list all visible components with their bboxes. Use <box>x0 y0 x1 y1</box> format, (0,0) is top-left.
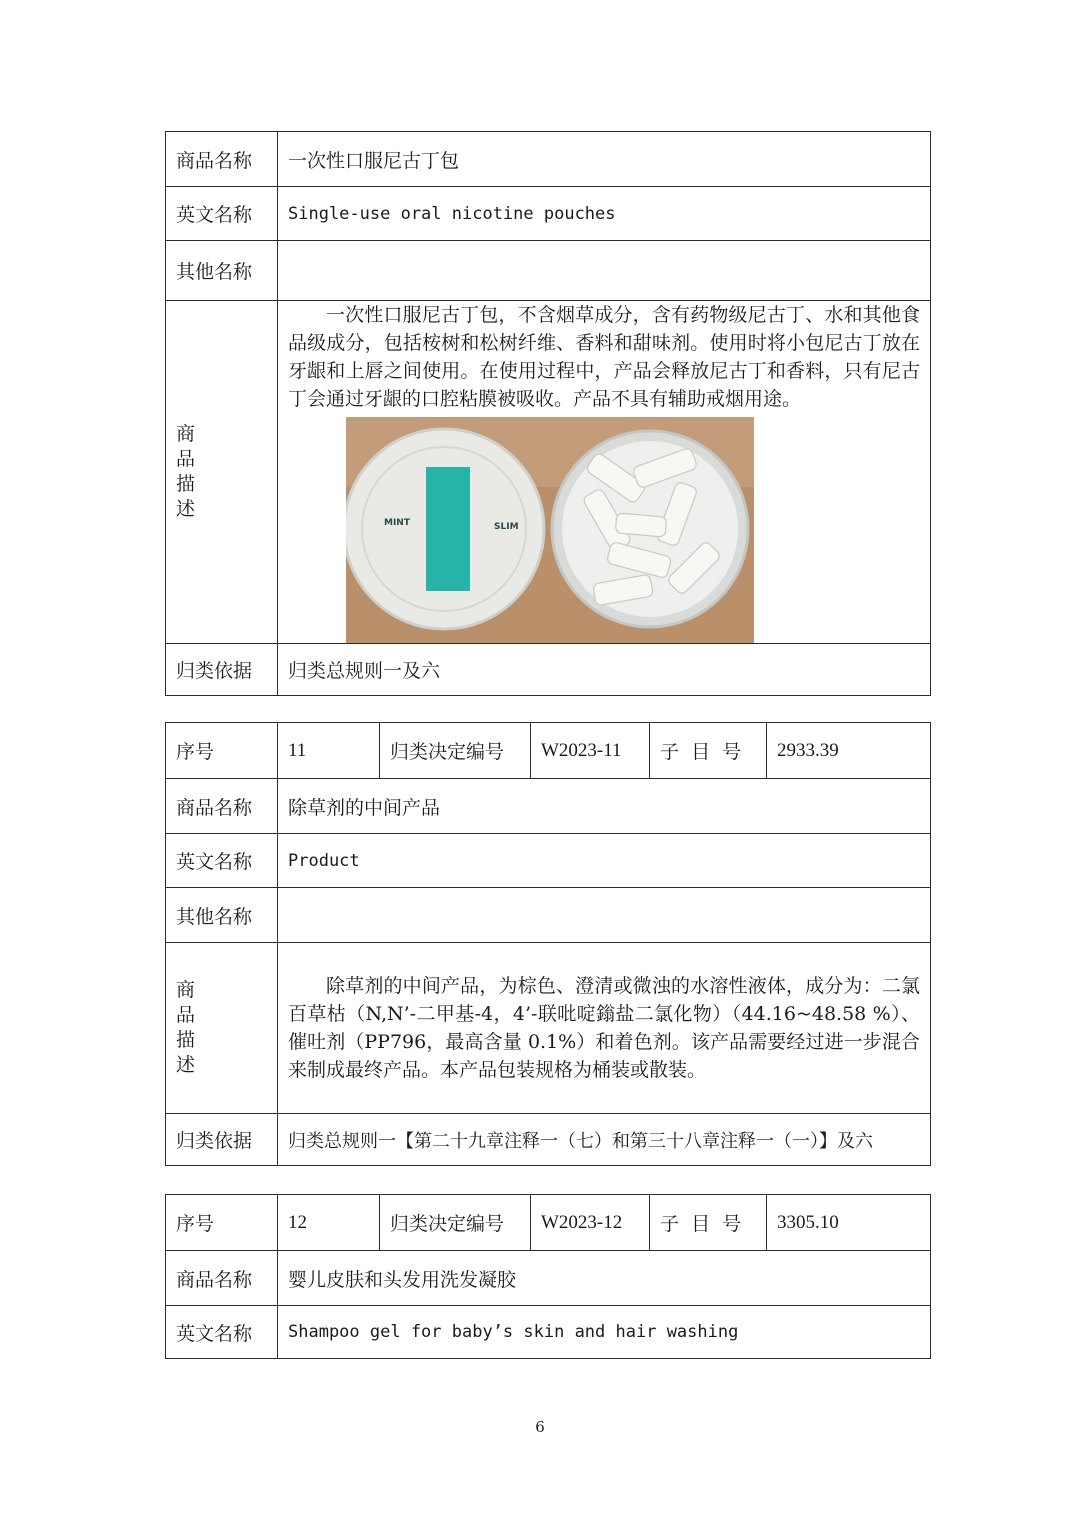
label-subheading: 子 目 号 <box>650 1195 767 1251</box>
value-subheading: 2933.39 <box>767 723 931 779</box>
label-other-name: 其他名称 <box>166 888 278 943</box>
value-english-name: Single-use oral nicotine pouches <box>278 187 931 241</box>
row-product-name <box>166 132 931 187</box>
value-description <box>278 943 931 1114</box>
label-description: 商品描述 <box>166 943 278 1114</box>
value-seq: 11 <box>278 723 380 779</box>
label-other-name: 其他名称 <box>166 241 278 301</box>
value-description <box>278 301 931 644</box>
label-basis: 归类依据 <box>166 1114 278 1166</box>
row-english-name <box>166 187 931 241</box>
row-english-name <box>166 834 931 888</box>
label-product-name: 商品名称 <box>166 779 278 834</box>
svg-text:SLIM: SLIM <box>494 522 519 532</box>
label-decision-no: 归类决定编号 <box>380 1195 531 1251</box>
row-basis <box>166 1114 931 1166</box>
value-subheading: 3305.10 <box>767 1195 931 1251</box>
label-product-name: 商品名称 <box>166 132 278 187</box>
row-header <box>166 723 931 779</box>
label-english-name: 英文名称 <box>166 1306 278 1359</box>
label-decision-no: 归类决定编号 <box>380 723 531 779</box>
label-description: 商品描述 <box>166 301 278 644</box>
record-table-3 <box>165 1194 931 1359</box>
value-decision-no: W2023-12 <box>531 1195 650 1251</box>
label-basis: 归类依据 <box>166 644 278 696</box>
value-english-name: Shampoo gel for baby’s skin and hair washing <box>278 1306 931 1359</box>
value-basis: 归类总规则一【第二十九章注释一（七）和第三十八章注释一（一）】及六 <box>278 1114 931 1166</box>
row-other-name <box>166 241 931 301</box>
value-english-name: Product <box>278 834 931 888</box>
row-basis <box>166 644 931 696</box>
svg-text:MINT: MINT <box>384 518 410 528</box>
record-table-2 <box>165 722 931 1166</box>
value-basis: 归类总规则一及六 <box>278 644 931 696</box>
row-product-name <box>166 779 931 834</box>
label-product-name: 商品名称 <box>166 1251 278 1306</box>
label-subheading: 子 目 号 <box>650 723 767 779</box>
page-number: 6 <box>535 1418 545 1436</box>
label-english-name: 英文名称 <box>166 187 278 241</box>
label-english-name: 英文名称 <box>166 834 278 888</box>
value-product-name: 一次性口服尼古丁包 <box>278 132 931 187</box>
description-text: 除草剂的中间产品，为棕色、澄清或微浊的水溶性液体，成分为：二氯百草枯（N,N’-二甲基-4，4’-联吡啶鎓盐二氯化物）（44.16~48.58 %）、催吐剂（PP796，最高含量 0.1%）和着色剂。该产品需要经过进一步混合来制成最终产品。本产品包装规格为桶装或散装。 <box>288 975 920 1081</box>
value-product-name: 婴儿皮肤和头发用洗发凝胶 <box>278 1251 931 1306</box>
value-product-name: 除草剂的中间产品 <box>278 779 931 834</box>
row-description <box>166 943 931 1114</box>
value-other-name <box>278 888 931 943</box>
row-other-name <box>166 888 931 943</box>
label-seq: 序号 <box>166 1195 278 1251</box>
value-other-name <box>278 241 931 301</box>
description-text: 一次性口服尼古丁包，不含烟草成分，含有药物级尼古丁、水和其他食品级成分，包括桉树和松树纤维、香料和甜味剂。使用时将小包尼古丁放在牙龈和上唇之间使用。在使用过程中，产品会释放尼古丁和香料，只有尼古丁会通过牙龈的口腔粘膜被吸收。产品不具有辅助戒烟用途。 <box>288 304 920 410</box>
row-product-name <box>166 1251 931 1306</box>
product-photo <box>346 417 754 643</box>
value-seq: 12 <box>278 1195 380 1251</box>
record-table-1 <box>165 131 931 696</box>
row-description <box>166 301 931 644</box>
row-english-name <box>166 1306 931 1359</box>
row-header <box>166 1195 931 1251</box>
label-seq: 序号 <box>166 723 278 779</box>
value-decision-no: W2023-11 <box>531 723 650 779</box>
